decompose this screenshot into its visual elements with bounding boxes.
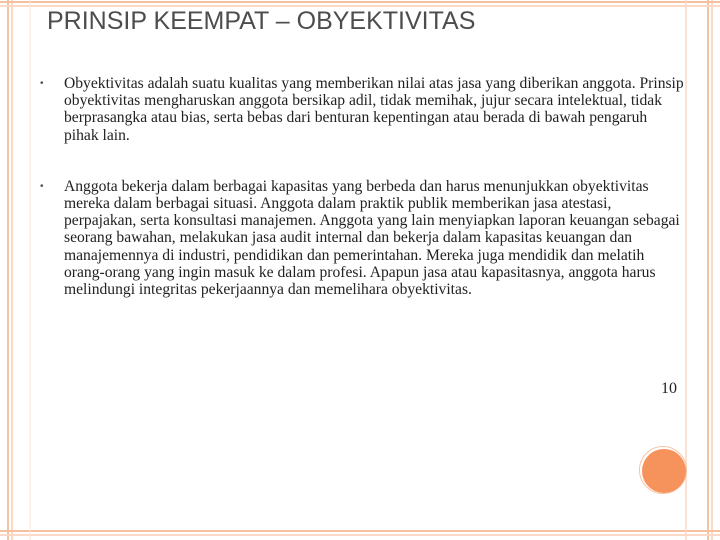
slide-body (40, 75, 685, 298)
bullet-icon: • (40, 78, 44, 89)
page-number: 10 (661, 380, 677, 397)
bullet-text: Obyektivitas adalah suatu kualitas yang memberikan nilai atas jasa yang diberikan anggota. Prinsip obyektivitas mengharuskan anggota bersikap adil, tidak memihak, jujur secara intelektual, tidak berprasangka atau bias, serta bebas dari benturan kepentingan atau berada di bawah pengaruh pihak lain. (64, 75, 684, 144)
bullet-icon: • (40, 180, 44, 192)
slide-title: PRINSIP KEEMPAT – OBYEKTIVITAS (47, 7, 476, 35)
bullet-item-objectivity-definition (40, 75, 685, 144)
bullet-item-member-capacities (40, 178, 685, 298)
decorative-circle (642, 449, 686, 493)
bullet-text: Anggota bekerja dalam berbagai kapasitas yang berbeda dan harus menunjukkan obyektivitas mereka dalam berbagai situasi. Anggota dalam praktik publik memberikan jasa atestasi, perpajakan, serta konsultasi manajemen. Anggota yang lain menyiapkan laporan keuangan sebagai seorang bawahan, melakukan jasa audit internal dan bekerja dalam kapasitas keuangan dan manajemennya di industri, pendidikan dan pemerintahan. Mereka juga mendidik dan melatih orang-orang yang ingin masuk ke dalam profesi. Apapun jasa atau kapasitasnya, anggota harus melindungi integritas pekerjaannya dan memelihara obyektivitas. (64, 177, 680, 299)
